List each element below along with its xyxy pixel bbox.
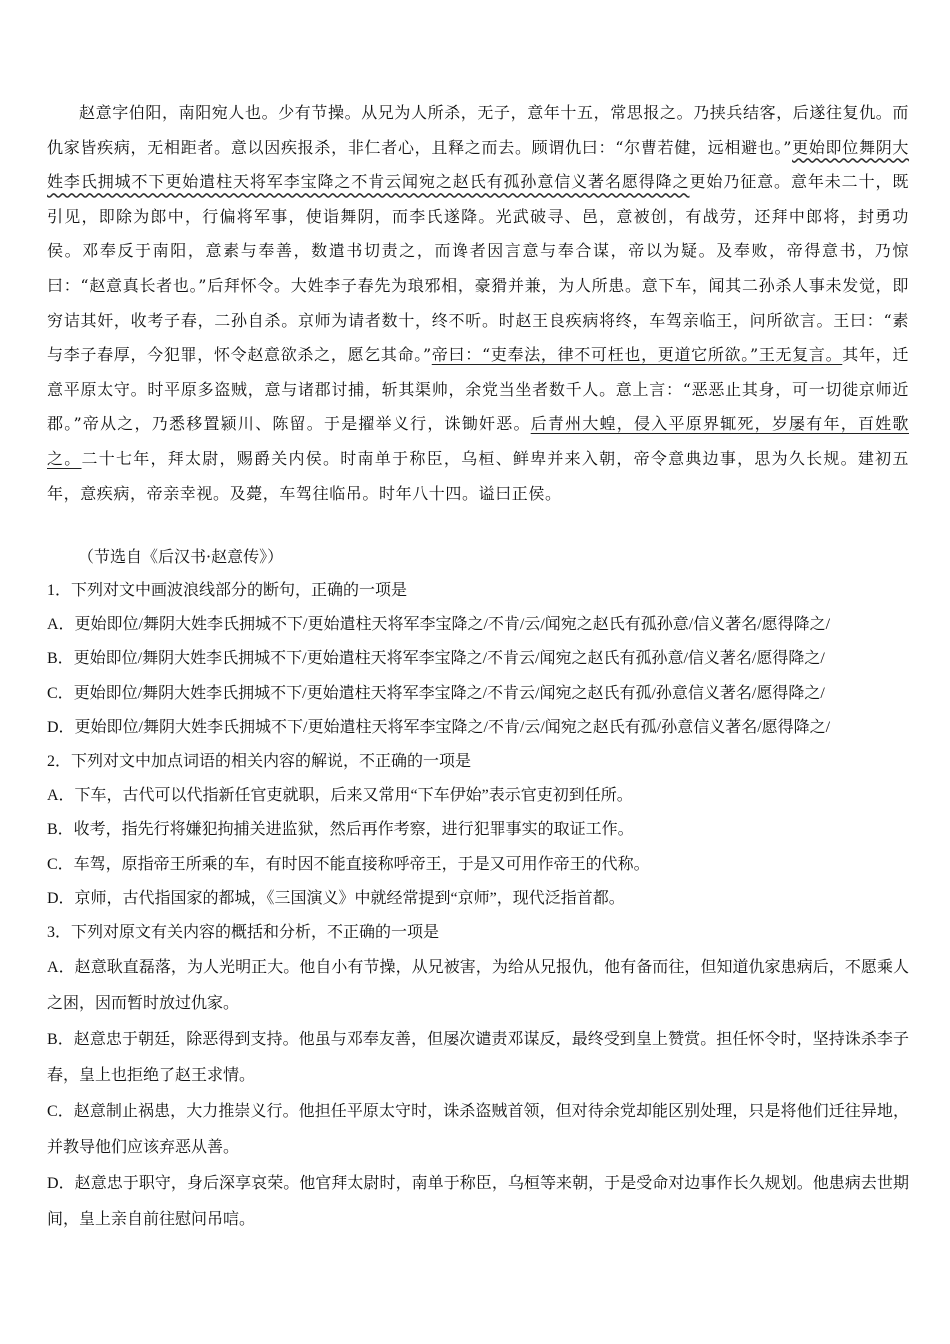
passage-text: 二十七年，拜太尉，赐爵关内侯。时南单于称臣，乌桓、鲜卑并来入朝，帝令意典边事，思为久长规。建初五年，意疾病，帝亲幸视。及薨，车驾往临吊。时年八十四。谥曰正侯。 (47, 448, 909, 503)
question-option: B．更始即位/舞阴大姓李氏拥城不下/更始遣柱天将军李宝降之/不肯云/闻宛之赵氏有孤孙意/信义著名/愿得降之/ (47, 650, 825, 668)
question-option: C．更始即位/舞阴大姓李氏拥城不下/更始遣柱天将军李宝降之/不肯云/闻宛之赵氏有孤/孙意信义著名/愿得降之/ (47, 684, 825, 702)
questions-section (47, 574, 909, 1238)
question-option: D．京师，古代指国家的都城，《三国演义》中就经常提到“京师”，现代泛指首都。 (47, 889, 625, 907)
question-option: D．赵意忠于职守，身后深享哀荣。他官拜太尉时，南单于称臣，乌桓等来朝，于是受命对边事作长久规划。他患病去世期间，皇上亲自前往慰问吊唁。 (47, 1175, 909, 1229)
passage-text: 赵意字伯阳，南阳宛人也。少有节操。从兄为人所杀，无子，意年十五，常思报之。乃挟兵结客，后遂往复仇。而仇家皆疾病，无相距者。意以因疾报杀，非仁者心，且释之而去。顾谓仇曰：“尔曹若健，远相避也。” (47, 103, 910, 157)
classical-passage (47, 96, 909, 511)
source-note: （节选自《后汉书·赵意传》） (78, 547, 284, 566)
question-option: B．收考，指先行将嫌犯拘捕关进监狱，然后再作考察，进行犯罪事实的取证工作。 (47, 821, 634, 839)
passage-text: 更始乃征意。意年未二十，既引见，即除为郎中，行偏将军事，使诣舞阴，而李氏遂降。光武破寻、邑，意被创，有战劳，还拜中郎将，封勇功侯。邓奉反于南阳，意素与奉善，数遣书切责之，而谗者因言意与奉合谋，帝以为疑。及奉败，帝得意书，乃惊曰：“赵意真长者也。”后拜怀令。大姓李子春先为琅邪相，豪猾并兼，为人所患。意下车，闻其二孙杀人事未发觉，即穷诘其奸，收考子春，二孙自杀。京师为请者数十，终不听。时赵王良疾病将终，车驾亲临王，问所欲言。王曰：“素与李子春厚，今犯罪，怀令赵意欲杀之，愿乞其命。” (47, 172, 909, 365)
question-option: A．下车，古代可以代指新任官吏就职，后来又常用“下车伊始”表示官吏初到任所。 (47, 787, 633, 805)
passage-text: 其年，迁意平原太守。时平原多盗贼，意与诸郡讨捕，斩其渠帅，余党当坐者数千人。意上言：“恶恶止其身，可一切徙京师近郡。”帝从之，乃悉移置颍川、陈留。于是擢举义行，诛锄奸恶。 (47, 345, 909, 434)
wavy-underlined-text: 更始即位舞阴大姓李氏拥城不下更始遣柱天将军李宝降之不肯云闻宛之赵氏有孤孙意信义著名愿得降之 (47, 137, 910, 192)
passage-paragraph (47, 96, 909, 511)
underlined-sentence: 帝曰：“吏奉法，律不可枉也，更道它所欲。”王无复言。 (431, 345, 843, 365)
question-option: A．更始即位/舞阴大姓李氏拥城不下/更始遣柱天将军李宝降之/不肯/云/闻宛之赵氏有孤孙意/信义著名/愿得降之/ (47, 616, 831, 634)
question-stem: 3．下列对原文有关内容的概括和分析，不正确的一项是 (47, 924, 440, 942)
question-option: D．更始即位/舞阴大姓李氏拥城不下/更始遣柱天将军李宝降之/不肯/云/闻宛之赵氏有孤/孙意信义著名/愿得降之/ (47, 718, 831, 736)
question-option: B．赵意忠于朝廷，除恶得到支持。他虽与邓奉友善，但屡次谴责邓谋反，最终受到皇上赞赏。担任怀令时，坚持诛杀李子春，皇上也拒绝了赵王求情。 (47, 1031, 909, 1085)
question-option: C．车驾，原指帝王所乘的车，有时因不能直接称呼帝王，于是又可用作帝王的代称。 (47, 855, 650, 873)
question-option: A．赵意耿直磊落，为人光明正大。他自小有节操，从兄被害，为给从兄报仇，他有备而往，但知道仇家患病后，不愿乘人之困，因而暂时放过仇家。 (47, 959, 909, 1013)
underlined-sentence: 后青州大蝗，侵入平原界辄死，岁屡有年，百姓歌之。 (47, 414, 909, 468)
question-stem: 1．下列对文中画波浪线部分的断句，正确的一项是 (47, 582, 408, 599)
question-option: C．赵意制止祸患，大力推崇义行。他担任平原太守时，诛杀盗贼首领，但对待余党却能区别处理，只是将他们迁往异地，并教导他们应该弃恶从善。 (47, 1103, 909, 1157)
question-stem: 2．下列对文中加点词语的相关内容的解说，不正确的一项是 (47, 753, 472, 771)
